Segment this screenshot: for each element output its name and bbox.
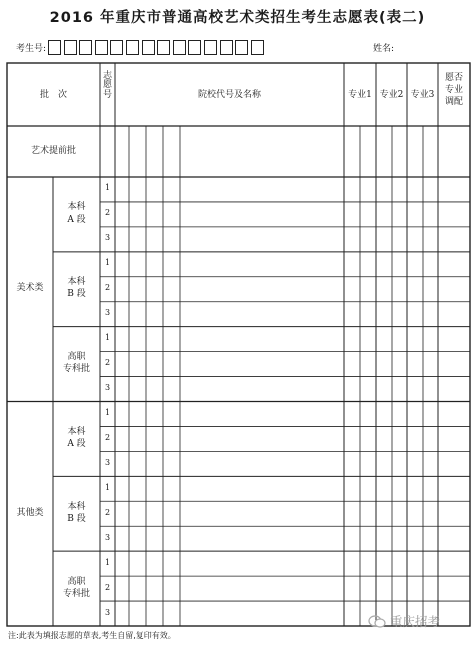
choice-number: 1 <box>104 183 111 193</box>
choice-number: 2 <box>104 432 111 442</box>
choice-number: 1 <box>104 557 111 567</box>
header-school-code-name: 院校代号及名称 <box>197 90 261 100</box>
name-label: 姓名: <box>373 44 395 54</box>
group-label: 高职 专科批 <box>62 352 90 375</box>
choice-number: 3 <box>104 532 111 542</box>
choice-number: 2 <box>104 283 111 293</box>
footnote: 注:此表为填报志愿的草表,考生自留,复印有效。 <box>8 631 176 640</box>
category-label: 其他类 <box>16 507 44 518</box>
header-major-1: 专业1 <box>348 90 372 100</box>
group-label: 高职 专科批 <box>62 576 90 599</box>
choice-number: 2 <box>104 582 111 592</box>
group-label: 本科 A 段 <box>67 202 86 225</box>
header-choice-number: 志 愿 号 <box>102 71 112 100</box>
choice-number: 1 <box>104 482 111 492</box>
group-label: 本科 B 段 <box>67 277 86 300</box>
header-major-3: 专业3 <box>410 90 435 100</box>
choice-number: 3 <box>104 457 111 467</box>
choice-number: 1 <box>104 407 111 417</box>
category-label: 美术类 <box>16 283 44 294</box>
exam-number-label: 考生号: <box>16 43 47 54</box>
choice-number: 2 <box>104 358 111 368</box>
choice-number: 2 <box>104 208 111 218</box>
choice-number: 3 <box>104 308 111 318</box>
choice-number: 1 <box>104 258 111 268</box>
choice-number: 3 <box>104 233 111 243</box>
header-accept-adjustment: 愿否 专业 调配 <box>444 73 463 108</box>
form-title: 2016 年重庆市普通高校艺术类招生考生志愿表(表二) <box>49 10 426 26</box>
header-major-2: 专业2 <box>379 90 404 100</box>
choice-number: 2 <box>104 507 111 517</box>
wechat-icon <box>368 615 386 628</box>
watermark-text: 重庆招考 <box>390 614 441 629</box>
header-batch: 批 次 <box>39 90 67 100</box>
group-label: 本科 A 段 <box>67 426 86 450</box>
watermark <box>368 612 440 630</box>
choice-number: 3 <box>104 607 111 617</box>
group-label: 本科 B 段 <box>67 501 86 524</box>
choice-number: 3 <box>104 383 111 393</box>
advance-batch-label: 艺术提前批 <box>30 146 76 156</box>
choice-number: 1 <box>104 333 111 343</box>
